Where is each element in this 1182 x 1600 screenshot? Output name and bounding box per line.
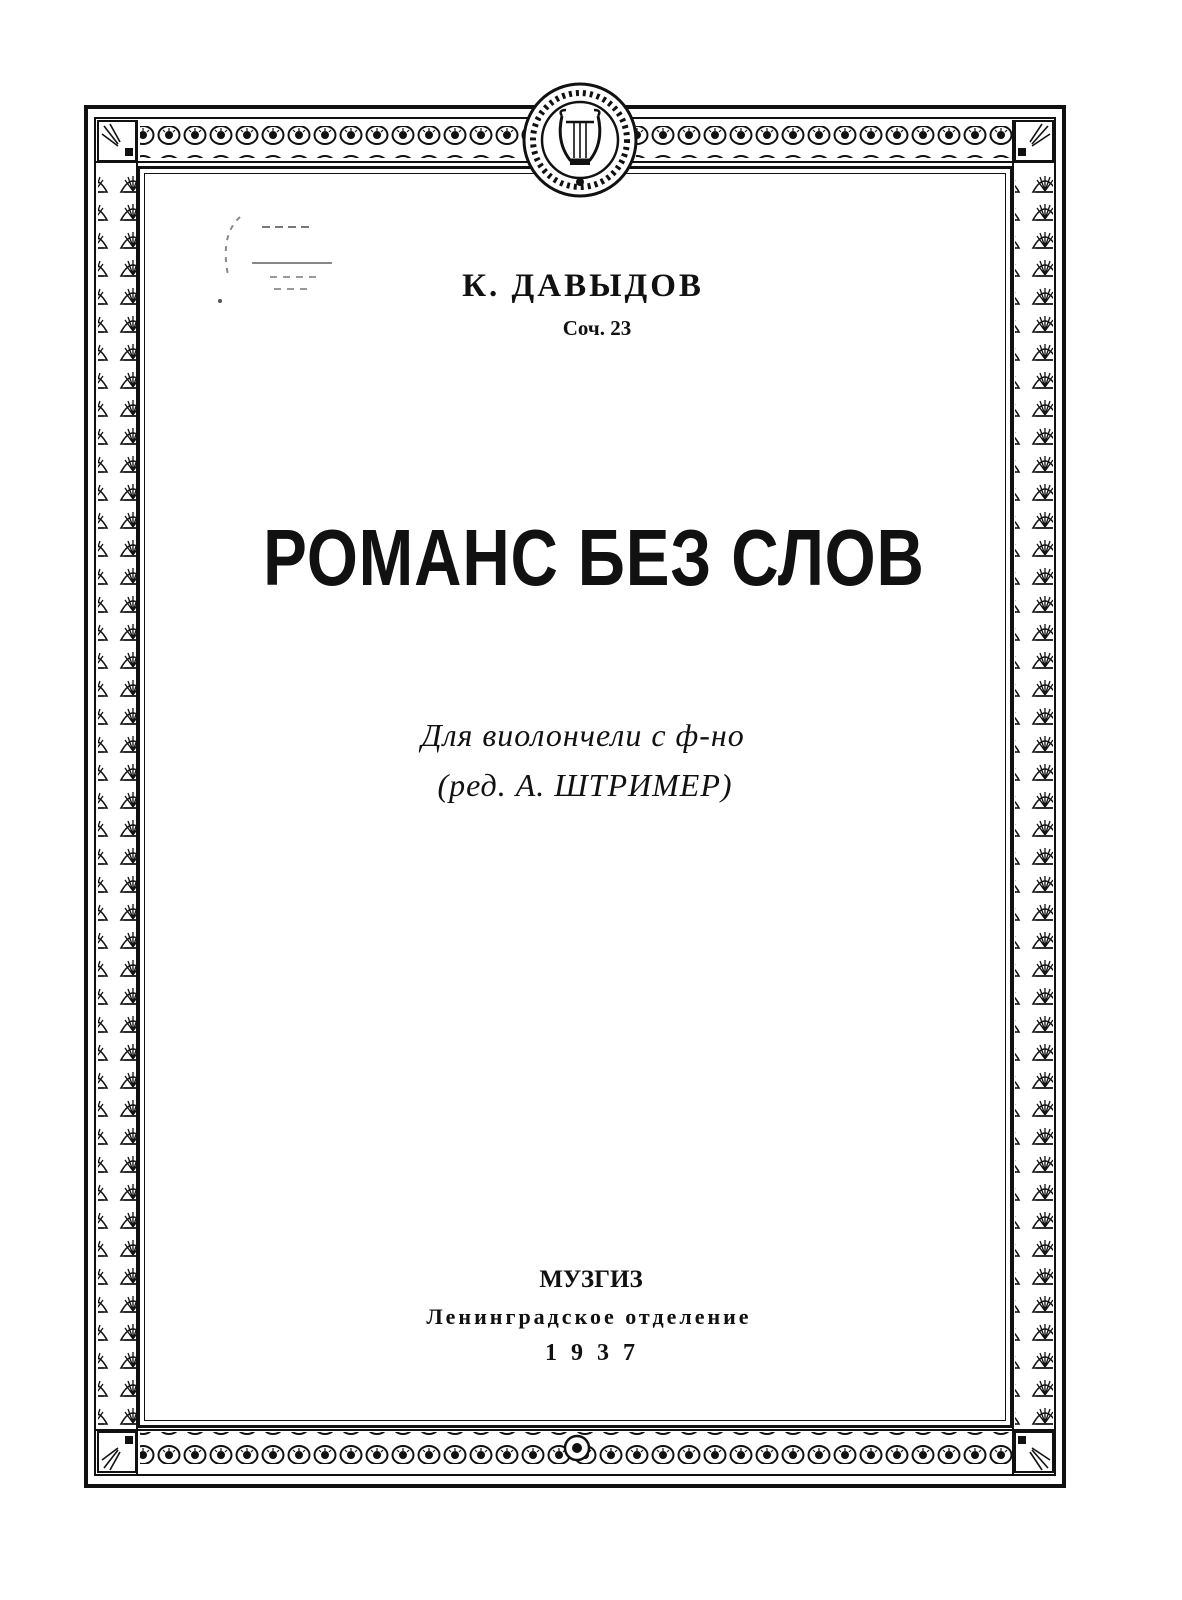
work-title: РОМАНС БЕЗ СЛОВ: [263, 513, 925, 602]
publication-year: 1937: [545, 1340, 649, 1366]
publisher-branch: Ленинградское отделение: [426, 1304, 752, 1329]
editor-credit: (ред. А. ШТРИМЕР): [437, 767, 733, 803]
lyre-icon: [522, 82, 638, 198]
author-name: К. ДАВЫДОВ: [462, 268, 704, 304]
opus-number: Соч. 23: [562, 316, 632, 340]
instrumentation: Для виолончели с ф-но: [421, 717, 745, 753]
publisher-name: МУЗГИЗ: [539, 1266, 643, 1293]
